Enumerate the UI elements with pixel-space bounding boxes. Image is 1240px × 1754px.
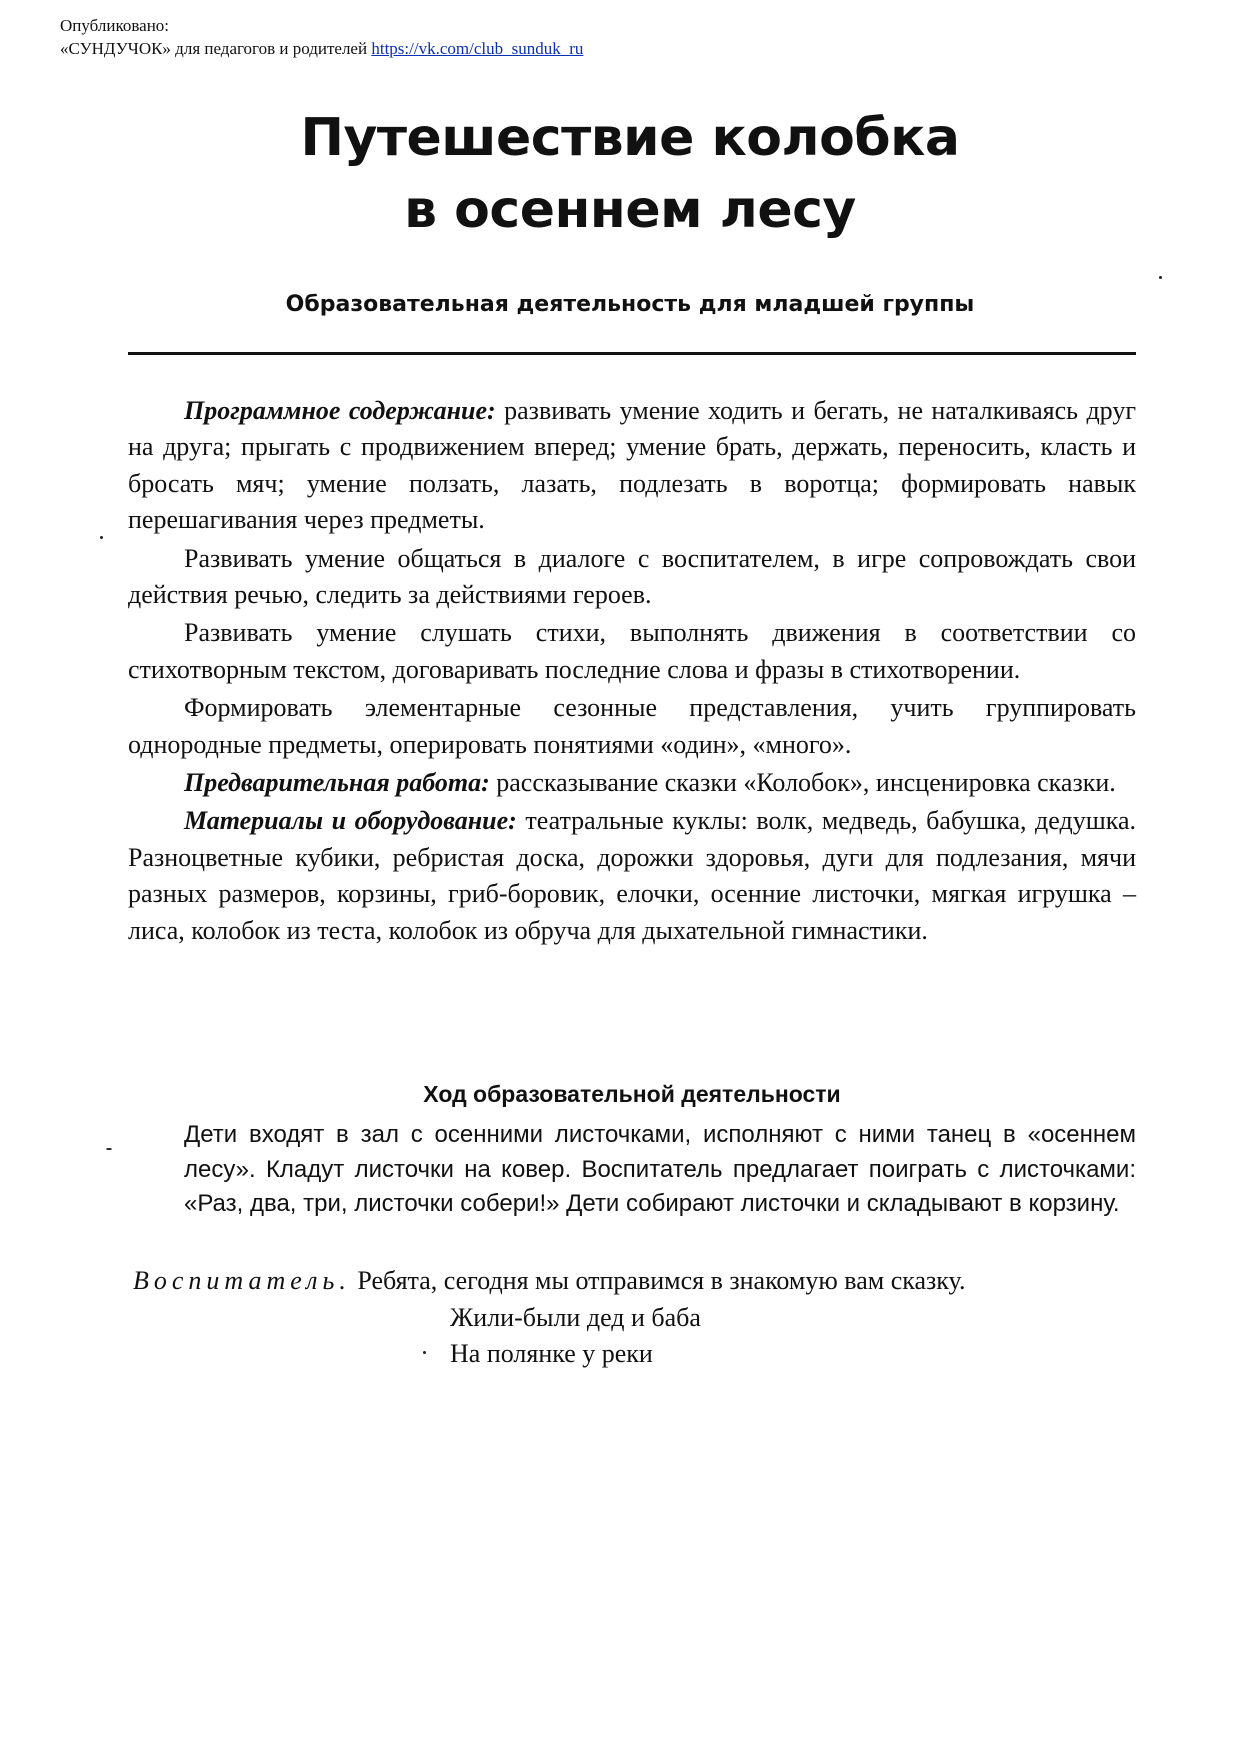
speaker-name: Воспитатель. bbox=[133, 1266, 351, 1295]
narration-paragraph: Дети входят в зал с осенними листочками, исполняют с ними танец в «осеннем лесу». Кладут листочки на ковер. Воспитатель предлагает поиграть с листочками: «Раз, два, три, листочки собери!» Дети собирают листочки и складывают в корзину. bbox=[184, 1121, 1136, 1217]
title-line-2: в осеннем лесу bbox=[404, 180, 856, 240]
paragraph-label: Предварительная работа: bbox=[184, 768, 490, 798]
paragraph-poetry-skills bbox=[128, 615, 1136, 688]
paragraph-label: Программное содержание: bbox=[184, 396, 496, 425]
paragraph-label: Материалы и оборудование: bbox=[184, 806, 517, 836]
title-line-1: Путешествие колобка bbox=[300, 108, 960, 168]
program-description bbox=[128, 393, 1136, 951]
section-heading: Ход образовательной деятельности bbox=[423, 1081, 841, 1107]
verse-line: На полянке у реки bbox=[450, 1339, 653, 1368]
scan-speck bbox=[1159, 276, 1162, 279]
title-divider bbox=[128, 352, 1136, 355]
paragraph-seasonal-concepts bbox=[128, 690, 1136, 763]
scan-speck bbox=[100, 536, 103, 539]
publication-header bbox=[60, 14, 583, 60]
publisher-link[interactable]: https://vk.com/club_sunduk_ru bbox=[371, 39, 584, 58]
paragraph-text: Развивать умение общаться в диалоге с воспитателем, в игре сопровождать свои действия речью, следить за действиями героев. bbox=[128, 543, 1136, 610]
verse-block bbox=[450, 1300, 701, 1372]
publisher-name: «СУНДУЧОК» для педагогов и родителей bbox=[60, 39, 368, 58]
paragraph-text: Развивать умение слушать стихи, выполнять движения в соответствии со стихотворным текстом, договаривать последние слова и фразы в стихотворении. bbox=[128, 618, 1136, 684]
speaker-text: Ребята, сегодня мы отправимся в знакомую вам сказку. bbox=[357, 1266, 966, 1295]
scan-speck bbox=[423, 1351, 426, 1354]
paragraph-preliminary-work bbox=[128, 765, 1136, 801]
publisher-line bbox=[60, 37, 583, 60]
page-subtitle: Образовательная деятельность для младшей группы bbox=[285, 292, 975, 317]
paragraph-text: рассказывание сказки «Колобок», инсценировка сказки. bbox=[489, 768, 1116, 798]
paragraph-dialog-skills bbox=[128, 541, 1136, 614]
paragraph-text: Формировать элементарные сезонные представления, учить группировать однородные предметы, оперировать понятиями «один», «много». bbox=[128, 693, 1136, 759]
paragraph-text: театральные куклы: волк, медведь, бабушка, дедушка. Разноцветные кубики, ребристая доска, дорожки здоровья, дуги для подлезания, мячи разных размеров, корзины, гриб-боровик, елочки, осенние листочки, мягкая игрушка – лиса, колобок из теста, колобок из обруча для дыхательной гимнастики. bbox=[128, 806, 1137, 945]
verse-line: Жили-были дед и баба bbox=[450, 1303, 701, 1332]
dialog-line bbox=[133, 1263, 1143, 1299]
paragraph-program-content bbox=[128, 393, 1136, 539]
paragraph-materials bbox=[128, 803, 1136, 949]
page-title bbox=[0, 102, 1240, 246]
published-label: Опубликовано: bbox=[60, 16, 170, 35]
paragraph-text: развивать умение ходить и бегать, не наталкиваясь друг на друга; прыгать с продвижением вперед; умение брать, держать, переносить, класть и бросать мяч; умение ползать, лазать, подлезать в воротца; формировать навык перешагивания через предметы. bbox=[128, 396, 1136, 535]
scan-speck bbox=[106, 1148, 112, 1150]
